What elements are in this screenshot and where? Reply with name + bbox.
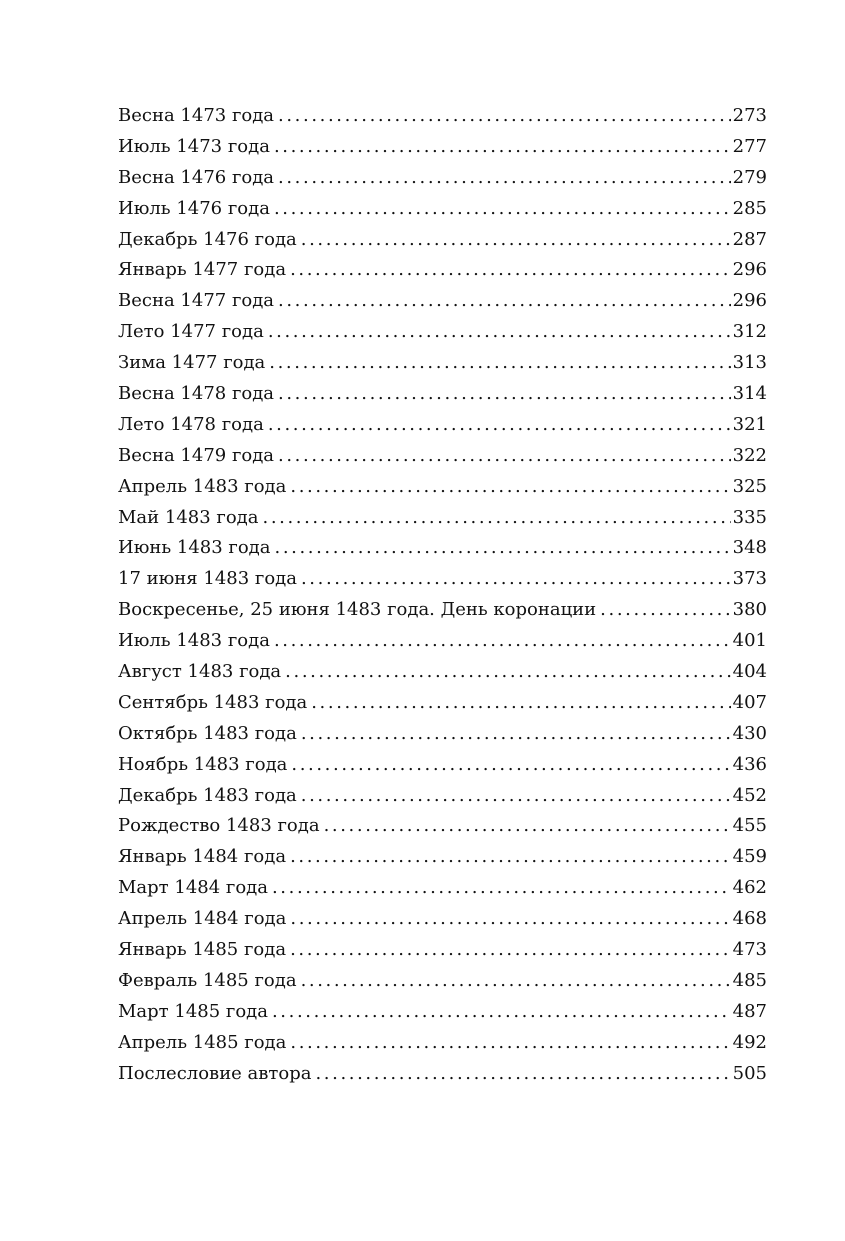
- toc-dot-leader: [301, 966, 731, 997]
- toc-entry-title: Весна 1473 года: [118, 105, 275, 126]
- toc-entry[interactable]: [118, 379, 767, 410]
- toc-entry-title: Зима 1477 года: [118, 352, 266, 374]
- toc-entry[interactable]: [118, 348, 767, 379]
- toc-entry[interactable]: [118, 533, 767, 564]
- toc-entry-title: Апрель 1483 года: [118, 475, 287, 497]
- toc-entry-page: 285: [732, 197, 767, 219]
- toc-entry-title: Послесловие автора: [118, 1062, 312, 1084]
- toc-entry-title: Июнь 1483 года: [118, 537, 271, 559]
- toc-entry[interactable]: [118, 472, 767, 503]
- toc-entry-page: 348: [732, 537, 767, 559]
- toc-entry-title: Ноябрь 1483 года: [118, 753, 288, 775]
- toc-entry-title: Весна 1478 года: [118, 383, 275, 405]
- toc-entry[interactable]: [118, 657, 767, 688]
- toc-entry-page: 296: [732, 290, 767, 312]
- toc-dot-leader: [290, 1028, 730, 1059]
- toc-dot-leader: [290, 935, 731, 966]
- toc-entry-title: Январь 1485 года: [118, 939, 287, 961]
- toc-dot-leader: [301, 564, 731, 595]
- toc-entry-page: 430: [732, 722, 767, 744]
- toc-dot-leader: [272, 997, 731, 1028]
- toc-entry-title: Январь 1484 года: [118, 846, 287, 868]
- toc-entry-page: 487: [732, 1000, 767, 1022]
- toc-entry-title: Март 1485 года: [118, 1000, 268, 1022]
- toc-entry-page: 401: [732, 630, 767, 652]
- toc-dot-leader: [275, 533, 731, 564]
- toc-entry[interactable]: [118, 626, 767, 657]
- toc-entry-page: 325: [732, 475, 767, 497]
- toc-entry[interactable]: [118, 719, 767, 750]
- toc-dot-leader: [268, 317, 731, 348]
- toc-entry[interactable]: [118, 1028, 767, 1059]
- toc-entry[interactable]: [118, 255, 767, 286]
- toc-dot-leader: [291, 750, 730, 781]
- toc-dot-leader: [272, 873, 731, 904]
- toc-entry[interactable]: [118, 842, 767, 873]
- toc-entry-page: 492: [732, 1031, 767, 1053]
- toc-entry-title: Июль 1473 года: [118, 135, 270, 157]
- toc-entry[interactable]: [118, 163, 767, 194]
- toc-entry[interactable]: [118, 873, 767, 904]
- toc-dot-leader: [290, 472, 730, 503]
- toc-dot-leader: [290, 904, 730, 935]
- toc-dot-leader: [301, 719, 731, 750]
- toc-entry-title: Декабрь 1483 года: [118, 784, 297, 806]
- toc-entry-title: Сентябрь 1483 года: [118, 691, 308, 713]
- toc-entry-page: 335: [732, 506, 767, 528]
- toc-entry-page: 312: [732, 321, 767, 343]
- toc-entry[interactable]: [118, 194, 767, 225]
- toc-entry[interactable]: [118, 410, 767, 441]
- toc-dot-leader: [274, 626, 731, 657]
- toc-entry-page: 436: [732, 753, 767, 775]
- toc-dot-leader: [274, 132, 731, 163]
- toc-entry-page: 473: [732, 939, 767, 961]
- toc-entry-title: 17 июня 1483 года: [118, 568, 297, 590]
- toc-dot-leader: [278, 163, 731, 194]
- toc-entry-page: 373: [732, 568, 767, 590]
- toc-entry[interactable]: [118, 286, 767, 317]
- toc-entry-page: 313: [732, 352, 767, 374]
- toc-entry[interactable]: [118, 966, 767, 997]
- toc-entry[interactable]: [118, 564, 767, 595]
- toc-dot-leader: [301, 781, 731, 812]
- toc-entry-title: Февраль 1485 года: [118, 969, 297, 991]
- toc-entry-title: Лето 1477 года: [118, 321, 264, 343]
- toc-entry-title: Весна 1479 года: [118, 444, 275, 466]
- toc-entry-page: 462: [732, 877, 767, 899]
- toc-entry-title: Март 1484 года: [118, 877, 268, 899]
- toc-entry-page: 277: [732, 135, 767, 157]
- toc-entry-title: Май 1483 года: [118, 506, 259, 528]
- toc-dot-leader: [290, 255, 731, 286]
- toc-entry[interactable]: [118, 688, 767, 719]
- toc-entry-title: Весна 1477 года: [118, 290, 275, 312]
- toc-entry-title: Апрель 1485 года: [118, 1031, 287, 1053]
- toc-entry[interactable]: [118, 1059, 767, 1090]
- toc-entry[interactable]: [118, 101, 767, 132]
- toc-dot-leader: [290, 842, 731, 873]
- toc-dot-leader: [315, 1059, 730, 1090]
- toc-entry[interactable]: [118, 441, 767, 472]
- toc-dot-leader: [324, 811, 731, 842]
- toc-entry-page: 322: [732, 444, 767, 466]
- toc-dot-leader: [278, 101, 731, 132]
- toc-dot-leader: [600, 595, 730, 626]
- toc-dot-leader: [278, 286, 731, 317]
- toc-entry[interactable]: [118, 132, 767, 163]
- toc-entry-title: Весна 1476 года: [118, 166, 275, 188]
- toc-dot-leader: [268, 410, 731, 441]
- toc-dot-leader: [311, 688, 730, 719]
- toc-entry-title: Рождество 1483 года: [118, 815, 320, 837]
- toc-entry-page: 407: [732, 691, 767, 713]
- toc-entry-page: 321: [732, 413, 767, 435]
- toc-entry-page: 505: [732, 1062, 767, 1084]
- toc-entry-page: 404: [732, 661, 767, 683]
- toc-entry-page: 314: [732, 383, 767, 405]
- toc-entry[interactable]: [118, 997, 767, 1028]
- toc-dot-leader: [301, 225, 731, 256]
- toc-entry-title: Апрель 1484 года: [118, 908, 287, 930]
- toc-entry-title: Январь 1477 года: [118, 259, 287, 281]
- toc-dot-leader: [285, 657, 730, 688]
- toc-entry[interactable]: [118, 781, 767, 812]
- toc-entry-title: Лето 1478 года: [118, 413, 264, 435]
- toc-entry-page: 296: [732, 259, 767, 281]
- toc-entry[interactable]: [118, 750, 767, 781]
- toc-entry-title: Воскресенье, 25 июня 1483 года. День коронации: [118, 599, 597, 621]
- toc-entry-page: 287: [732, 228, 767, 250]
- toc-entry-page: 468: [732, 908, 767, 930]
- toc-entry-page: 459: [732, 846, 767, 868]
- toc-entry[interactable]: [118, 317, 767, 348]
- toc-entry-title: Август 1483 года: [118, 661, 282, 683]
- toc-entry-page: 455: [732, 815, 767, 837]
- toc-dot-leader: [263, 503, 731, 534]
- toc-dot-leader: [278, 441, 731, 472]
- toc-dot-leader: [269, 348, 730, 379]
- table-of-contents: [118, 101, 767, 1090]
- toc-entry[interactable]: [118, 811, 767, 842]
- toc-entry[interactable]: [118, 225, 767, 256]
- toc-dot-leader: [274, 194, 731, 225]
- toc-entry-page: 452: [732, 784, 767, 806]
- toc-entry[interactable]: [118, 935, 767, 966]
- toc-entry-page: 380: [732, 599, 767, 621]
- toc-entry-title: Декабрь 1476 года: [118, 228, 297, 250]
- toc-entry-title: Июль 1476 года: [118, 197, 270, 219]
- toc-entry-title: Октябрь 1483 года: [118, 722, 297, 744]
- toc-entry-page: 273: [732, 105, 767, 126]
- toc-entry-page: 485: [732, 969, 767, 991]
- toc-entry[interactable]: [118, 904, 767, 935]
- toc-entry[interactable]: [118, 595, 767, 626]
- toc-dot-leader: [278, 379, 731, 410]
- toc-entry[interactable]: [118, 503, 767, 534]
- toc-entry-title: Июль 1483 года: [118, 630, 270, 652]
- toc-entry-page: 279: [732, 166, 767, 188]
